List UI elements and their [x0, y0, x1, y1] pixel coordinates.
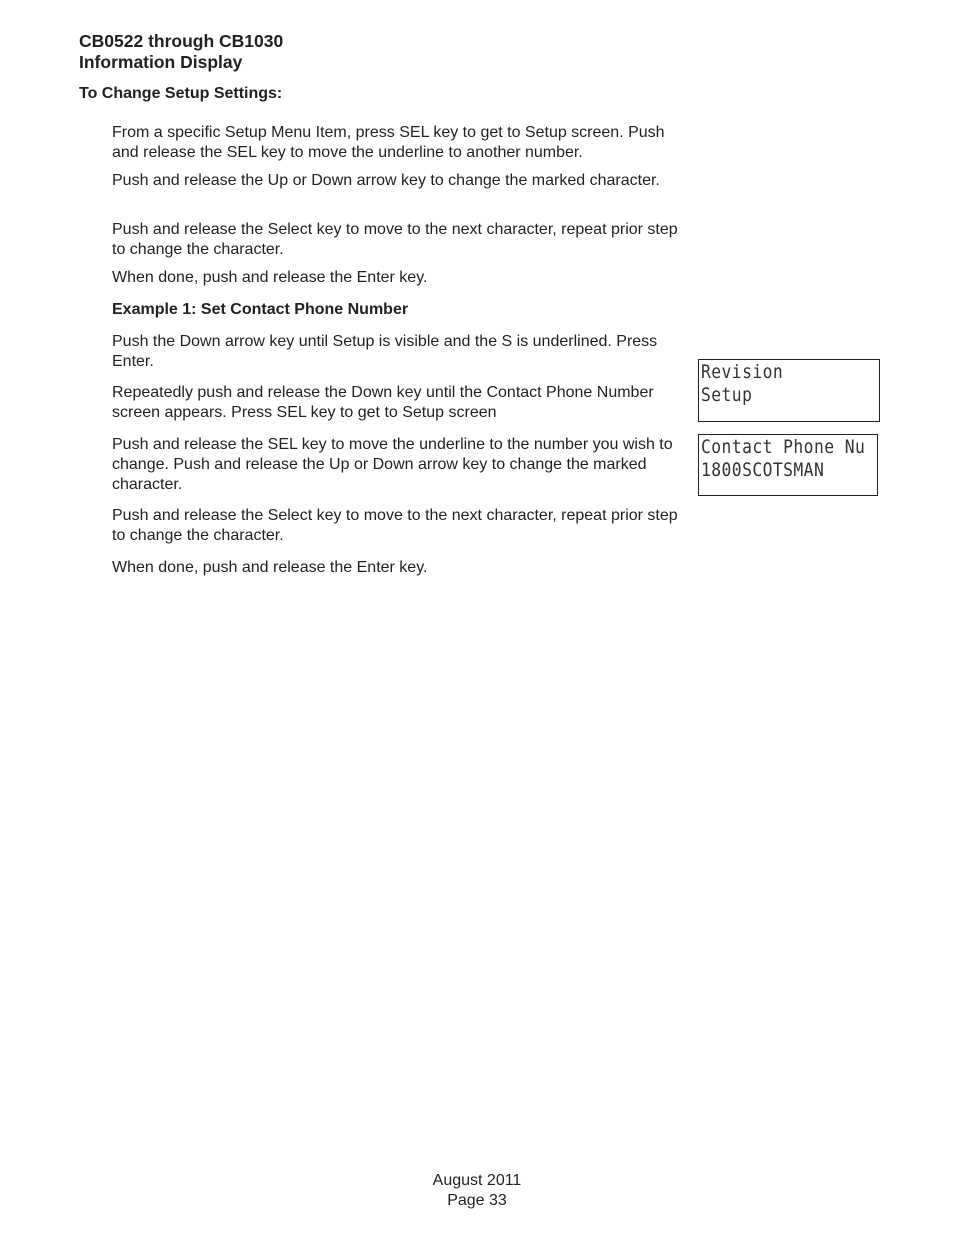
document-subtitle: Information Display — [79, 52, 243, 72]
example-step-5: When done, push and release the Enter key. — [112, 559, 428, 576]
example-step-1: Push the Down arrow key until Setup is visible and the S is underlined. Press Enter. — [112, 333, 658, 370]
lcd-line-2: 1800SCOTSMAN — [701, 459, 825, 481]
lcd-display-revision-setup — [698, 359, 880, 422]
lcd-line-2: Setup — [701, 384, 753, 406]
example-step-2: Repeatedly push and release the Down key until the Contact Phone Number screen appears. Press SEL key to get to Setup screen — [112, 384, 654, 421]
footer-date: August 2011 — [432, 1172, 522, 1189]
lcd-line-1: Revision — [701, 361, 784, 383]
setup-step-1: From a specific Setup Menu Item, press SEL key to get to Setup screen. Push and release the SEL key to move the underline to another number. — [112, 124, 665, 161]
setup-step-4: When done, push and release the Enter key. — [112, 269, 428, 286]
setup-step-3: Push and release the Select key to move to the next character, repeat prior step to change the character. — [112, 221, 678, 258]
example-heading: Example 1: Set Contact Phone Number — [112, 301, 409, 318]
example-step-3: Push and release the SEL key to move the underline to the number you wish to change. Push and release the Up or Down arrow key to change the marked character. — [112, 436, 673, 493]
lcd-display-contact-phone — [698, 434, 878, 496]
example-step-4: Push and release the Select key to move to the next character, repeat prior step to change the character. — [112, 507, 678, 544]
document-title: CB0522 through CB1030 — [79, 31, 284, 51]
lcd-line-1: Contact Phone Nu — [701, 436, 866, 458]
section-heading: To Change Setup Settings: — [79, 85, 283, 102]
setup-step-2: Push and release the Up or Down arrow key to change the marked character. — [112, 172, 660, 189]
page-number: Page 33 — [447, 1192, 507, 1209]
